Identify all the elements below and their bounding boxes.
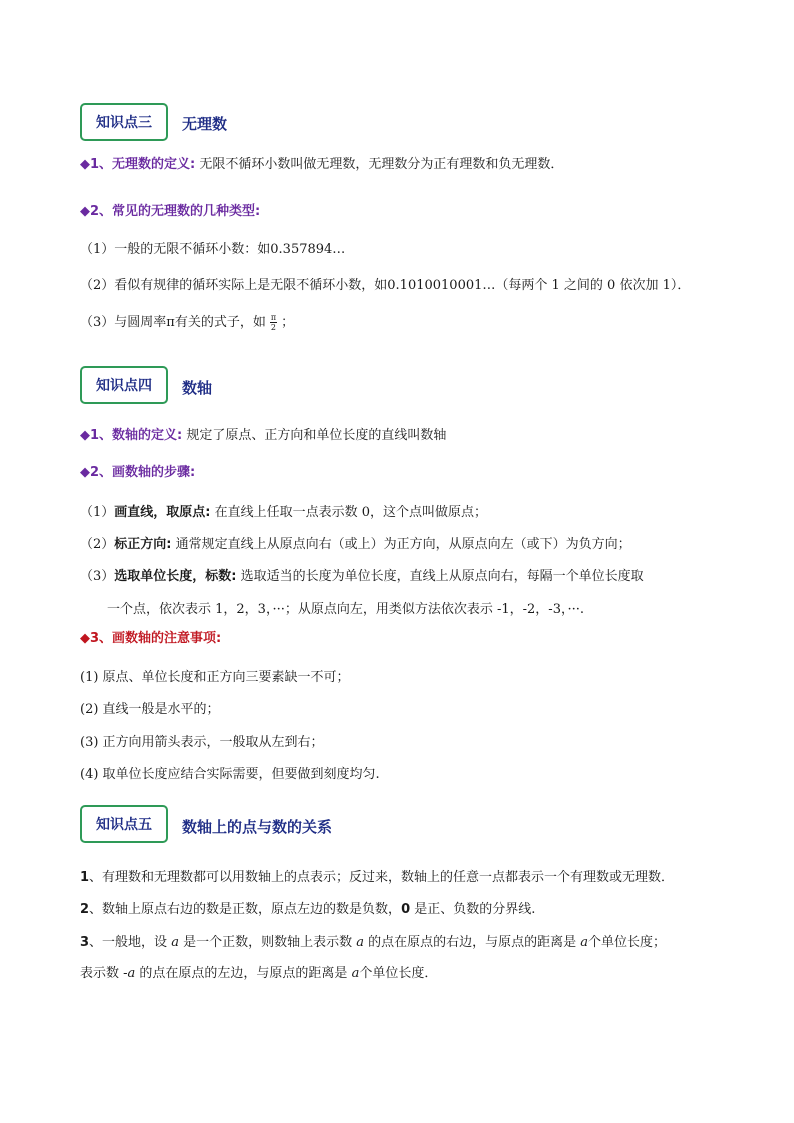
section-tag-4: 知识点四 bbox=[80, 366, 168, 404]
step-2-text: 通常规定直线上从原点向右（或上）为正方向，从原点向左（或下）为负方向； bbox=[171, 537, 631, 552]
step-2 bbox=[80, 536, 631, 554]
point-2-text-b: 是正、负数的分界线. bbox=[410, 902, 536, 917]
variable-a: a bbox=[356, 935, 364, 950]
section-tag-3: 知识点三 bbox=[80, 103, 168, 141]
step-2-number: （2） bbox=[80, 537, 115, 552]
section-title-3: 无理数 bbox=[182, 115, 228, 133]
point-3-text-d: 个单位长度； bbox=[588, 935, 667, 950]
point-3-text-a: 、一般地，设 bbox=[89, 935, 172, 950]
section-title-5: 数轴上的点与数的关系 bbox=[182, 818, 333, 836]
note-2: (2) 直线一般是水平的； bbox=[80, 702, 220, 717]
note-4: (4) 取单位长度应结合实际需要，但要做到刻度均匀. bbox=[80, 767, 380, 782]
type-item-1: （1）一般的无限不循环小数：如0.357894… bbox=[80, 242, 346, 257]
step-3-text: 选取适当的长度为单位长度，直线上从原点向右，每隔一个单位长度取 bbox=[236, 569, 644, 584]
point-4-text-b: 的点在原点的左边，与原点的距离是 bbox=[135, 966, 352, 981]
point-3-text-b: 是一个正数，则数轴上表示数 bbox=[178, 935, 357, 950]
step-1-number: （1） bbox=[80, 505, 115, 520]
point-1-number: 1 bbox=[80, 870, 90, 885]
point-3-text-c: 的点在原点的右边，与原点的距离是 bbox=[363, 935, 581, 950]
section-tag-5: 知识点五 bbox=[80, 805, 168, 843]
pi-fraction bbox=[270, 313, 277, 332]
notes-heading bbox=[80, 630, 221, 648]
irrational-definition bbox=[80, 156, 563, 174]
steps-heading bbox=[80, 464, 195, 482]
section-title-4: 数轴 bbox=[182, 379, 213, 397]
step-1 bbox=[80, 504, 487, 522]
relation-point-3-continuation bbox=[80, 965, 437, 983]
relation-point-2 bbox=[80, 901, 535, 919]
fraction-numerator: π bbox=[270, 313, 277, 322]
step-1-heading: 画直线，取原点: bbox=[114, 505, 211, 520]
point-3-number: 3 bbox=[80, 935, 90, 950]
fraction-denominator: 2 bbox=[270, 323, 276, 332]
point-4-text-c: 个单位长度． bbox=[359, 966, 438, 981]
type-item-3-text: （3）与圆周率π有关的式子，如 bbox=[80, 315, 266, 330]
step-3 bbox=[80, 568, 644, 586]
definition-text: 无限不循环小数叫做无理数，无理数分为正有理数和负无理数． bbox=[195, 157, 564, 172]
number-line-def-text: 规定了原点、正方向和单位长度的直线叫数轴 bbox=[182, 428, 447, 443]
type-item-3 bbox=[80, 313, 294, 332]
variable-a: a bbox=[351, 966, 360, 981]
step-2-heading: 标正方向: bbox=[114, 537, 172, 552]
number-line-def-heading: ◆1、数轴的定义: bbox=[80, 428, 183, 443]
point-2-number: 2 bbox=[80, 902, 90, 917]
irrational-types-heading bbox=[80, 203, 260, 221]
type-item-2: （2）看似有规律的循环实际上是无限不循环小数，如0.1010010001…（每两个 1 之间的 0 依次加 1）． bbox=[80, 278, 691, 293]
step-3-number: （3） bbox=[80, 569, 115, 584]
step-3-heading: 选取单位长度，标数: bbox=[114, 569, 237, 584]
variable-neg-a: -a bbox=[123, 966, 136, 981]
variable-a: a bbox=[580, 935, 589, 950]
point-4-text-a: 表示数 bbox=[80, 966, 124, 981]
variable-a: a bbox=[171, 935, 179, 950]
type-item-3-end: ； bbox=[281, 315, 295, 330]
point-2-text-a: 、数轴上原点右边的数是正数，原点左边的数是负数， bbox=[89, 902, 402, 917]
step-3-continuation: 一个点，依次表示 1，2，3，···；从原点向左，用类似方法依次表示 -1，-2，-3，···. bbox=[107, 602, 584, 617]
relation-point-1 bbox=[80, 869, 674, 887]
note-3: (3) 正方向用箭头表示，一般取从左到右； bbox=[80, 735, 324, 750]
step-1-text: 在直线上任取一点表示数 0，这个点叫做原点； bbox=[210, 505, 488, 520]
note-1: (1) 原点、单位长度和正方向三要素缺一不可； bbox=[80, 670, 350, 685]
point-1-text: 、有理数和无理数都可以用数轴上的点表示；反过来，数轴上的任意一点都表示一个有理数或无理数． bbox=[89, 870, 675, 885]
steps-heading-text: ◆2、画数轴的步骤: bbox=[80, 465, 196, 480]
relation-point-3 bbox=[80, 934, 666, 952]
definition-heading: ◆1、无理数的定义: bbox=[80, 157, 196, 172]
types-heading: ◆2、常见的无理数的几种类型: bbox=[80, 204, 261, 219]
number-line-definition bbox=[80, 427, 446, 445]
notes-heading-text: ◆3、画数轴的注意事项: bbox=[80, 631, 222, 646]
zero-number: 0 bbox=[401, 902, 411, 917]
